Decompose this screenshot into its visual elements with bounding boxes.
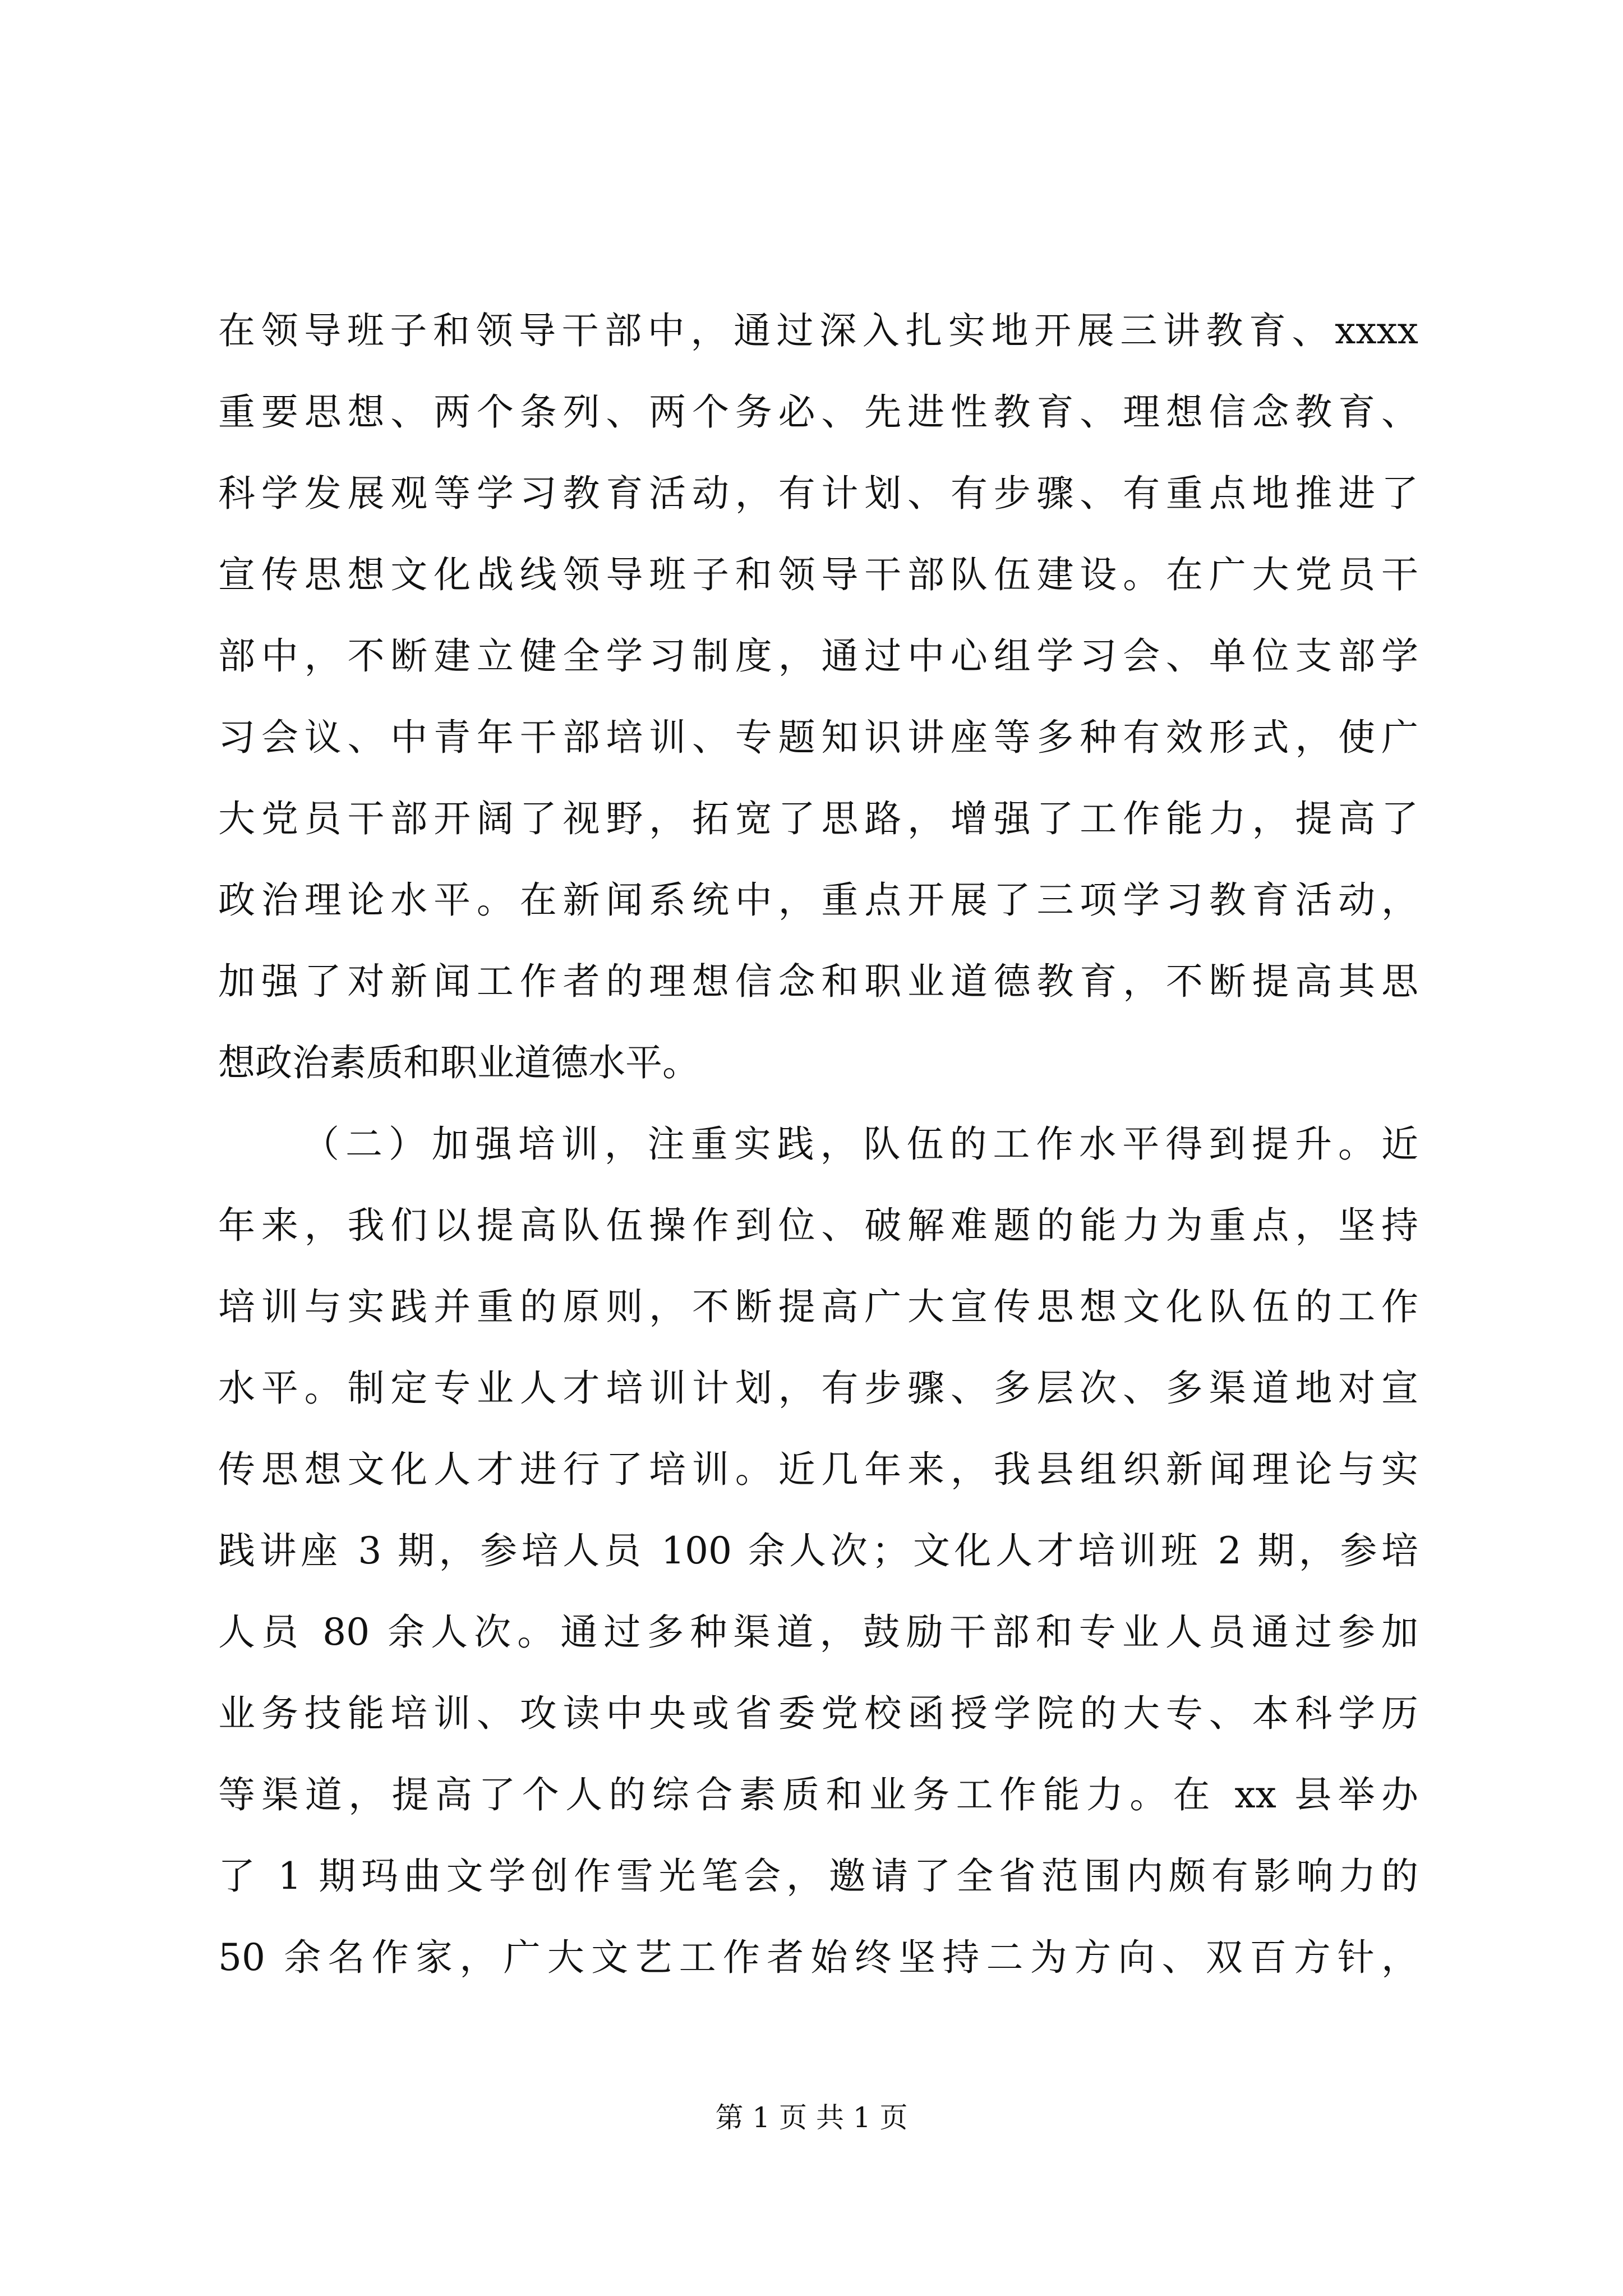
text-line: 等渠道，提高了个人的综合素质和业务工作能力。在 xx 县举办 bbox=[218, 1773, 1418, 1816]
text-line: 大党员干部开阔了视野，拓宽了思路，增强了工作能力，提高了 bbox=[218, 797, 1418, 840]
text-line: 业务技能培训、攻读中央或省委党校函授学院的大专、本科学历 bbox=[218, 1692, 1418, 1735]
text-line: 加强了对新闻工作者的理想信念和职业道德教育，不断提高其思 bbox=[218, 960, 1418, 1003]
text-line: 培训与实践并重的原则，不断提高广大宣传思想文化队伍的工作 bbox=[218, 1285, 1418, 1328]
paragraph-heading-line: （二）加强培训，注重实践，队伍的工作水平得到提升。近 bbox=[302, 1122, 1418, 1166]
text-line: 宣传思想文化战线领导班子和领导干部队伍建设。在广大党员干 bbox=[218, 553, 1418, 596]
text-line: 水平。制定专业人才培训计划，有步骤、多层次、多渠道地对宣 bbox=[218, 1366, 1418, 1410]
text-line: 在领导班子和领导干部中，通过深入扎实地开展三讲教育、xxxx bbox=[218, 309, 1418, 352]
text-line: 重要思想、两个条列、两个务必、先进性教育、理想信念教育、 bbox=[218, 390, 1418, 434]
text-line: 年来，我们以提高队伍操作到位、破解难题的能力为重点，坚持 bbox=[218, 1204, 1418, 1247]
text-line: 想政治素质和职业道德水平。 bbox=[218, 1041, 699, 1084]
text-line: 50 余名作家，广大文艺工作者始终坚持二为方向、双百方针， bbox=[218, 1936, 1418, 1979]
text-line: 政治理论水平。在新闻系统中，重点开展了三项学习教育活动， bbox=[218, 878, 1418, 922]
text-line: 习会议、中青年干部培训、专题知识讲座等多种有效形式，使广 bbox=[218, 716, 1418, 759]
text-line: 传思想文化人才进行了培训。近几年来，我县组织新闻理论与实 bbox=[218, 1448, 1418, 1491]
text-line: 人员 80 余人次。通过多种渠道，鼓励干部和专业人员通过参加 bbox=[218, 1611, 1418, 1654]
text-line: 科学发展观等学习教育活动，有计划、有步骤、有重点地推进了 bbox=[218, 472, 1418, 515]
text-line: 部中，不断建立健全学习制度，通过中心组学习会、单位支部学 bbox=[218, 634, 1418, 678]
text-line: 了 1 期玛曲文学创作雪光笔会，邀请了全省范围内颇有影响力的 bbox=[218, 1855, 1418, 1898]
page-footer: 第 1 页 共 1 页 bbox=[715, 2101, 908, 2134]
text-line: 践讲座 3 期，参培人员 100 余人次；文化人才培训班 2 期，参培 bbox=[218, 1529, 1418, 1572]
